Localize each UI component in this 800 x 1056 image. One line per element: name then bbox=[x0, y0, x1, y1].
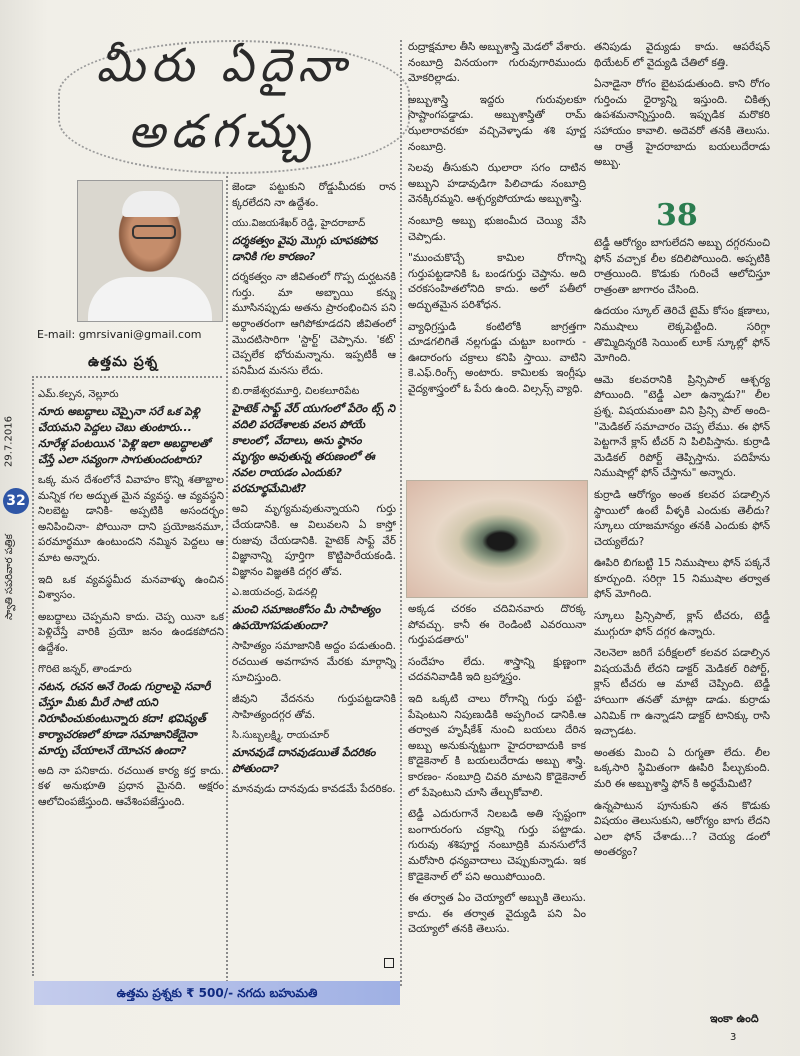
qa-column-1 bbox=[38, 382, 224, 976]
story-paragraph: ఊపిరి బిగబట్టి 15 నిముషాలు ఫోన్ పక్కనే కూర్చుంది. సరిగ్గా 15 నిముషాల తర్వాత ఫోన్ మోగింది. bbox=[594, 557, 770, 601]
question: దర్శకత్వం వైపు మొగ్గు చూపకపోవ డానికి గల కారణం? bbox=[232, 234, 378, 264]
side-magazine-name: స్వాతి సపరివార పత్రిక bbox=[4, 534, 15, 620]
qa-column-2 bbox=[232, 180, 396, 976]
story-paragraph: సందేహం లేదు. శాస్త్రాన్ని క్షుణ్ణంగా చదవనివాడికి ఇది బ్రహ్మాస్త్రం. bbox=[408, 655, 586, 684]
photo-shirt bbox=[88, 277, 212, 321]
answer-paragraph: ఒక్క మన దేశంలోనే వివాహం కొన్ని శతాబ్దాల మన్నిక గల అద్భుత మైన వ్యవస్థ. ఆ వ్యవస్థని నిలబెట్ట డానికి- అప్పటికి అసందర్భం అనిపించినా- పోయినా దాని ప్రయోజనమూ, పరమార్థమూ ఉంటుందని నమ్మిన పెద్దలు ఆ మాట అన్నారు. bbox=[38, 474, 224, 564]
side-page-badge: 32 bbox=[3, 488, 29, 514]
story-paragraph: ఆమె కలవరానికి ప్రిన్సిపాల్ ఆశ్చర్య పోయింది. "టెడ్డీ ఎలా ఉన్నాడు?" లీల ప్రశ్న. విషయమంతా విని ప్రిన్సి పాల్ అంది- "మెడికల్ సమాచారం చెప్ప లేము. ఈ ఫోన్ పెట్టగానే క్లాస్ టీచర్ ని పిలిపిస్తాను. కుర్రాడి మెడికల్ రిపోర్ట్ తెప్పిస్తాను. పదిహేను నిముషాల్లో ఫోన్ చేస్తాను" అన్నారు. bbox=[594, 373, 770, 480]
story-paragraph: టెడ్డీ ఎదురుగానే నిలబడి అతి స్పష్టంగా బంగారురంగు చక్రాన్ని గుర్తు పట్టాడు. గురువు శశిపూర్ణ నంబూద్రికి మనసులోనే మరోసారి ధన్యవాదాలు చెప్పుకున్నాడు. ఇక కొడైకెనాల్ లో పని అయిపోయింది. bbox=[408, 808, 586, 883]
author-photo bbox=[77, 180, 223, 322]
story-column-3a bbox=[408, 40, 586, 478]
eye-illustration bbox=[406, 480, 588, 598]
asker-name: బి.రాజేశ్వరమూర్తి, చిలకలూరిపేట bbox=[232, 386, 360, 398]
photo-glasses bbox=[132, 225, 176, 239]
story-column-4a bbox=[594, 40, 770, 190]
question: మానవుడే దానవుడయితే పేదరికం పోతుందా? bbox=[232, 746, 376, 776]
story-paragraph: నంబూద్రి అబ్బు భుజంమీద చెయ్యి వేసి చెప్పాడు. bbox=[408, 214, 586, 243]
asker-name: యు.విజయశేఖర్ రెడ్డి, హైదరాబాద్ bbox=[232, 218, 366, 230]
answer-paragraph: ఇది ఒక వ్యవస్థమీద మనవాళ్ళు ఉంచిన విశ్వాసం. bbox=[38, 573, 224, 602]
q-frame-top bbox=[32, 376, 222, 378]
photo-hair bbox=[122, 191, 180, 217]
asker-name: ఎమ్.కల్పన, నెల్లూరు bbox=[38, 389, 119, 400]
story-column-4b bbox=[594, 236, 770, 1010]
q-frame-right bbox=[400, 40, 402, 986]
question: నటన, రచన అనే రెండు గుర్రాలపై సవారీ చేస్తూ మీకు మీరే సాటి యని నిరూపించుకుంటున్నారు కదా! భవిష్యత్ కార్యాచరణలో కూడా సమాజానికేదైనా మార్పు చేయాలనే యోచన ఉందా? bbox=[38, 679, 211, 757]
story-paragraph: స్కూలు ప్రిన్సిపాల్, క్లాస్ టీచరు, టెడ్డీ ముగ్గురూ ఫోన్ దగ్గర ఉన్నారు. bbox=[594, 610, 770, 638]
q-frame-mid bbox=[226, 176, 228, 986]
section-label: ఉత్తమ ప్రశ్న bbox=[88, 354, 159, 370]
asker-name: ఎ.జయచంద్ర, పెడనల్లి bbox=[232, 587, 318, 599]
prize-banner: ఉత్తమ ప్రశ్నకు ₹ 500/- నగదు బహుమతి bbox=[34, 981, 400, 1005]
page-title-line2: అడగచ్చు bbox=[128, 104, 318, 158]
story-paragraph: ఈ తర్వాత ఏం చెయ్యాలో అబ్బుకి తెలుసు. కాదు. ఈ తర్వాత వైద్యుడి పని ఏం చెయ్యాలో తనకి తెలుసు. bbox=[408, 892, 586, 936]
story-paragraph: అక్కడ చరకం చదివినవారు దొరక్క పోవచ్చు. కానీ ఈ రెండింటి ఎవరయినా గుర్తుపడతారు" bbox=[408, 603, 586, 647]
answer-paragraph: అది నా పనికాదు. రచయిత కార్య కర్త కాదు. కళ అనుభూతి ప్రధాన మైనది. అక్షరం ఆలోచింపజేస్తుంది. ఆవేశింపజేస్తుంది. bbox=[38, 764, 224, 808]
question: హైటెక్ సాఫ్ట్ వేర్ యుగంలో పేరెం ట్స్ ని వదిలి పరదేశాలకు వలస పోయే కాలంలో, వేదాలు, అను ష్ఠానం మృగ్యం అవుతున్న తరుణంలో ఈ నవల రాయడం ఎందుకు? పరమార్థమేమిటి? bbox=[232, 402, 396, 496]
question: మంచి సమాజంకోసం మీ సాహిత్యం ఉపయోగపడుతుందా? bbox=[232, 603, 381, 633]
answer-paragraph: అబద్ధాలు చెప్పమని కాదు. చెప్ప యినా ఒక పెళ్లిచేస్తే వారికి ప్రయో జనం ఉండకపోదని ఉద్దేశం. bbox=[38, 610, 224, 654]
q-frame-left bbox=[32, 376, 34, 976]
question: నూరు అబద్ధాలు చెప్పైనా సరే ఒక పెళ్లి చేయమని పెద్దలు చెబు తుంటారు... నూరేళ్ల పంటయిన 'పెళ్లి'ఇలా అబద్ధాలతో చేస్తే ఎలా సవ్యంగా సాగుతుందంటారు? bbox=[38, 405, 211, 466]
answer-paragraph: జీవుని వేదనను గుర్తుపట్టడానికి సాహిత్యందగ్గర తోవ. bbox=[232, 693, 396, 721]
answer-paragraph: సాహిత్యం సమాజానికి అద్దం పడుతుంది. రచయిత అవగాహన మేరకు మార్గాన్ని సూచిస్తుంది. bbox=[232, 640, 396, 684]
story-paragraph: అంతకు మించి ఏ రుగ్మతా లేదు. లీల ఒక్కసారి స్థిమితంగా ఊపిరి పీల్చుకుంది. మరి ఈ అబ్బుశాస్త్రి ఫోన్ కి అర్థమేమిటి? bbox=[594, 746, 770, 790]
page-title-line1: మీరు ఏదైనా bbox=[96, 38, 352, 92]
answer-paragraph: దర్శకత్వం నా జీవితంలో గొప్ప దుర్ఘటనకి గుర్తు. మా అబ్బాయి కన్ను మూసినప్పుడు అతను ప్రారంభించిన పని అర్థాంతరంగా ఆగిపోకూడదని జీవితంలో మొదటిసారిగా 'స్టార్ట్' చెప్పాను. 'కట్' చెప్పలేక భోరుమన్నాను. ఇప్పటికీ ఆ పనిమీద మనసు లేదు. bbox=[232, 271, 396, 377]
story-paragraph: వ్యాధిగ్రస్తుడి కంటిలోకి జాగ్రత్తగా చూడగలిగితే నల్లగుడ్డు చుట్టూ బంగారు - ఊదారంగు చక్రాలు కనిపి స్తాయి. వాటిని కె.ఎఫ్.రింగ్స్ అంటారు. కామిలకు ఇంగ్లీషు వైద్యశాస్త్రంలో ఓ పేరు ఉంది. విల్సన్స్ వ్యాధి. bbox=[408, 320, 586, 395]
story-paragraph: కుర్రాడి ఆరోగ్యం అంత కలవర పడాల్సిన స్థాయిలో ఉంటే వీళ్ళకి ఎందుకు తెలీదు?స్కూలు యాజమాన్యం తనకి ఎందుకు ఫోన్ చెయ్యలేదు? bbox=[594, 488, 770, 548]
answer-paragraph: జెండా పట్టుకుని రోడ్డుమీదకు రాన క్కరలేదని నా ఉద్దేశం. bbox=[232, 181, 396, 209]
continued-label: ఇంకా ఉంది bbox=[710, 1012, 759, 1025]
story-paragraph: సెలవు తీసుకుని ఝలారా సగం దాటిన అబ్బుని హడావుడిగా పిలిచాడు నంబూద్రి వెనక్కిరమ్మని. ఆశ్చర్యపోయాడు అబ్బుశాస్త్రి. bbox=[408, 162, 586, 206]
author-email: E-mail: gmrsivani@gmail.com bbox=[37, 328, 202, 341]
story-paragraph: తనిపుడు వైద్యుడు కాదు. ఆపరేషన్ థియేటర్ లో వైద్యుడి చేతిలో కత్తి. bbox=[594, 41, 770, 69]
story-paragraph: ఇది ఒక్కటి చాలు రోగాన్ని గుర్తు పట్టి- పేషెంటుని నిపుణుడికి అప్పగించ డానికి.ఆ తర్వాత హృషీకేశ్ నుంచి బయలు దేరిన అబ్బు అనుకున్నట్టుగా హైదరాబాదుకి కాక కొడైకెనాల్ కి బయలుదేరాడు అబ్బు శాస్త్రి. కారణం- నంబూద్రి చివరి మాటని కొడైకెనాల్ లో పేషెంటుని చూసి తేల్చుకోవాలి. bbox=[408, 692, 586, 799]
story-paragraph: ఏనాడైనా రోగం బైటపడుతుంది. కాని రోగం గుర్తించు ధైర్యాన్ని ఇస్తుంది. చికిత్స ఉపశమనాన్నిస్తుంది. ఇప్పుడిక మరొకరి సహాయం కావాలి. అదెవరో తనకి తెలుసు. ఆ రాత్రే హైదరాబాదు బయలుదేరాడు అబ్బు. bbox=[594, 78, 770, 169]
story-paragraph: రుద్రాక్షమాల తీసి అబ్బుశాస్త్రి మెడలో వేశారు. నంబూద్రి వినయంగా గురువుగారిముందు మోకరిల్లాడు. bbox=[408, 41, 586, 85]
end-mark bbox=[384, 958, 394, 968]
story-paragraph: "ముంచుకొచ్చే కామిల రోగాన్ని గుర్తుపట్టడానికి ఓ బండగుర్తు చెప్తాను. అది చరకసంహితలోనిది కాదు. అలో పతీలో అద్భుతమైన పరిశోధన. bbox=[408, 252, 586, 311]
story-paragraph: అబ్బుశాస్త్రి ఇద్దరు గురువులకూ సాష్టాంగపడ్డాడు. అబ్బుశాస్త్రితో రామ్ ఝలారావరకూ వచ్చివెళ్ళాడు శశి పూర్ణ నంబూద్రి. bbox=[408, 93, 586, 153]
story-paragraph: ఉదయం స్కూల్ తెరిచే టైమ్ కోసం క్షణాలు, నిముషాలు లెక్కపెట్టింది. సరిగ్గా తొమ్మిదిన్నరకి సెయింట్ లూక్ స్కూల్లో ఫోన్ మోగింది. bbox=[594, 305, 770, 365]
asker-name: సి.సుబ్బలక్ష్మి, రాయచూర్ bbox=[232, 730, 330, 742]
answer-paragraph: మానవుడు దానవుడు కావడమే పేదరికం. bbox=[232, 783, 396, 796]
side-date: 29.7.2016 bbox=[3, 416, 15, 467]
story-column-3b bbox=[408, 602, 586, 1032]
page-number: 3 bbox=[730, 1032, 737, 1043]
answer-paragraph: అవి మృగ్యమవుతున్నాయని గుర్తు చేయడానికి. ఆ విలువలని ఏ కాస్తో రుజువు చేయడానికి. హైటెక్ సాఫ్ట్ వేర్ విజ్ఞానాన్ని పూర్తిగా కొట్టిపారేయకండి. విజ్ఞానం విజ్ఞతకి దగ్గర తోవ. bbox=[232, 503, 396, 578]
story-paragraph: ఉన్నపాటున పూనుకుని తన కొడుకు విషయం తెలుసుకుని, ఆరోగ్యం బాగు లేదని ఎలా ఫోన్ చేశాడు...? చెయ్య డంలో అంతర్యం? bbox=[594, 799, 770, 859]
serial-number: 38 bbox=[656, 198, 698, 233]
asker-name: గొరిటె జన్నర్, తాండూరు bbox=[38, 663, 132, 675]
story-paragraph: టెడ్డీ ఆరోగ్యం బాగులేదని అబ్బు దగ్గరనుంచి ఫోన్ వచ్చాక లీల కదిలిపోయింది. అప్పటికి రాత్రయింది. కొడుకు గురించే ఆలోచిస్తూ రాత్రంతా జాగారం చేసింది. bbox=[594, 237, 770, 296]
story-paragraph: నెలనెలా జరిగే పరీక్షలలో కలవర పడాల్సిన విషయమేదీ లేదని డాక్టర్ మెడికల్ రిపోర్ట్, క్లాస్ టీచరు ఆ మాటే చెప్పింది. టెడ్డీ హాయిగా తనతో మాట్లా డాడు. కుర్రాడు ఎనిమిక్ గా ఉన్నాడని డాక్టర్ టానిక్కు రాసి ఇచ్చాడట. bbox=[594, 647, 770, 738]
